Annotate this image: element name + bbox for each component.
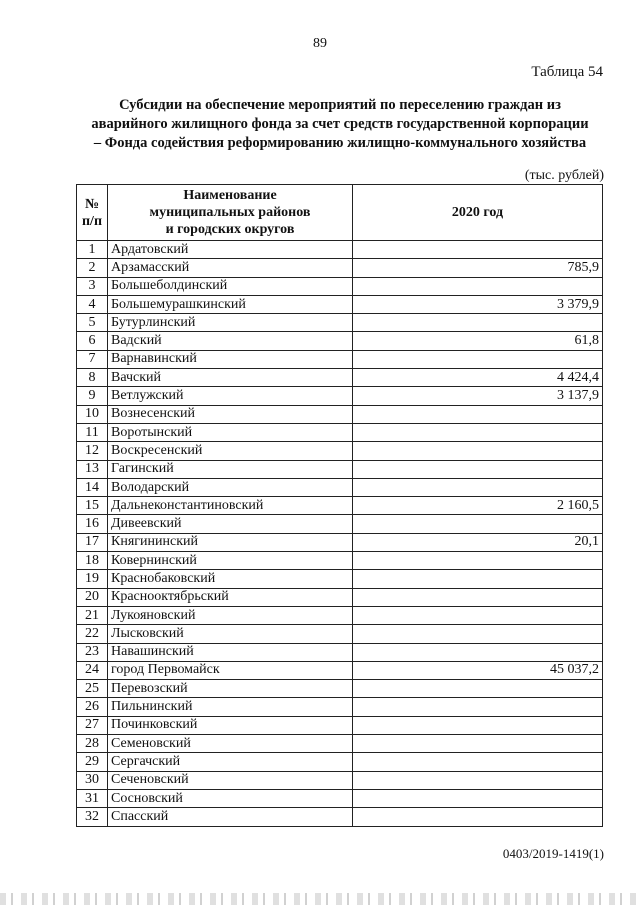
table-header-row — [77, 185, 603, 241]
table-row — [77, 533, 603, 551]
row-number: 9 — [77, 387, 108, 405]
subsidy-value: 20,1 — [353, 533, 603, 551]
row-number: 13 — [77, 460, 108, 478]
subsidy-value — [353, 515, 603, 533]
district-name: Ветлужский — [108, 387, 353, 405]
subsidy-value: 785,9 — [353, 259, 603, 277]
row-number: 22 — [77, 625, 108, 643]
district-name: Вачский — [108, 369, 353, 387]
table-row — [77, 405, 603, 423]
subsidy-value — [353, 698, 603, 716]
district-name: город Первомайск — [108, 661, 353, 679]
units-label: (тыс. рублей) — [524, 168, 604, 183]
district-name: Володарский — [108, 478, 353, 496]
subsidy-value — [353, 808, 603, 826]
district-name: Спасский — [108, 808, 353, 826]
district-name: Пильнинский — [108, 698, 353, 716]
district-name: Большеболдинский — [108, 277, 353, 295]
table-row — [77, 350, 603, 368]
table-row — [77, 789, 603, 807]
subsidy-value — [353, 460, 603, 478]
subsidy-value — [353, 625, 603, 643]
district-name: Сосновский — [108, 789, 353, 807]
row-number: 14 — [77, 478, 108, 496]
row-number: 5 — [77, 314, 108, 332]
subsidy-value — [353, 716, 603, 734]
subsidy-value — [353, 405, 603, 423]
subsidy-value: 3 379,9 — [353, 295, 603, 313]
subsidy-value — [353, 423, 603, 441]
table-row — [77, 698, 603, 716]
table-row — [77, 277, 603, 295]
district-name: Гагинский — [108, 460, 353, 478]
row-number: 1 — [77, 241, 108, 259]
table-row — [77, 460, 603, 478]
table-row — [77, 497, 603, 515]
document-code: 0403/2019-1419(1) — [502, 846, 604, 861]
district-name: Семеновский — [108, 735, 353, 753]
district-name: Вознесенский — [108, 405, 353, 423]
row-number: 32 — [77, 808, 108, 826]
table-row — [77, 314, 603, 332]
row-number: 12 — [77, 442, 108, 460]
subsidy-value: 61,8 — [353, 332, 603, 350]
subsidies-table — [76, 184, 603, 827]
table-row — [77, 735, 603, 753]
row-number: 17 — [77, 533, 108, 551]
header-number — [77, 185, 108, 241]
row-number: 10 — [77, 405, 108, 423]
row-number: 24 — [77, 661, 108, 679]
title-line: аварийного жилищного фонда за счет средств государственной корпорации — [91, 116, 589, 132]
table-row — [77, 625, 603, 643]
row-number: 27 — [77, 716, 108, 734]
district-name: Дивеевский — [108, 515, 353, 533]
district-name: Большемурашкинский — [108, 295, 353, 313]
table-row — [77, 680, 603, 698]
subsidy-value — [353, 643, 603, 661]
table-row — [77, 241, 603, 259]
row-number: 4 — [77, 295, 108, 313]
subsidy-value — [353, 735, 603, 753]
row-number: 7 — [77, 350, 108, 368]
row-number: 26 — [77, 698, 108, 716]
title-line: – Фонда содействия реформированию жилищно-коммунального хозяйства — [93, 135, 587, 151]
district-name: Дальнеконстантиновский — [108, 497, 353, 515]
district-name: Варнавинский — [108, 350, 353, 368]
subsidy-value: 4 424,4 — [353, 369, 603, 387]
row-number: 8 — [77, 369, 108, 387]
header-year: 2020 год — [353, 185, 603, 241]
row-number: 30 — [77, 771, 108, 789]
subsidy-value — [353, 277, 603, 295]
header-name-line: Наименование — [183, 188, 277, 203]
header-name-line: муниципальных районов — [149, 205, 311, 220]
table-body — [77, 241, 603, 827]
row-number: 20 — [77, 588, 108, 606]
table-row — [77, 442, 603, 460]
subsidy-value — [353, 350, 603, 368]
row-number: 6 — [77, 332, 108, 350]
subsidy-value — [353, 588, 603, 606]
table-row — [77, 478, 603, 496]
table-row — [77, 753, 603, 771]
district-name: Лысковский — [108, 625, 353, 643]
table-row — [77, 643, 603, 661]
district-name: Вадский — [108, 332, 353, 350]
subsidy-value — [353, 241, 603, 259]
page-number: 89 — [313, 36, 327, 51]
table-row — [77, 606, 603, 624]
subsidy-value — [353, 753, 603, 771]
row-number: 11 — [77, 423, 108, 441]
district-name: Ардатовский — [108, 241, 353, 259]
row-number: 2 — [77, 259, 108, 277]
table-row — [77, 771, 603, 789]
table-row — [77, 716, 603, 734]
table-row — [77, 808, 603, 826]
table-row — [77, 588, 603, 606]
header-name — [108, 185, 353, 241]
subsidy-value: 2 160,5 — [353, 497, 603, 515]
district-name: Краснооктябрьский — [108, 588, 353, 606]
table-row — [77, 515, 603, 533]
row-number: 3 — [77, 277, 108, 295]
row-number: 29 — [77, 753, 108, 771]
table-row — [77, 332, 603, 350]
district-name: Воскресенский — [108, 442, 353, 460]
row-number: 16 — [77, 515, 108, 533]
district-name: Навашинский — [108, 643, 353, 661]
subsidy-value: 45 037,2 — [353, 661, 603, 679]
row-number: 21 — [77, 606, 108, 624]
row-number: 19 — [77, 570, 108, 588]
row-number: 18 — [77, 552, 108, 570]
subsidy-value — [353, 771, 603, 789]
district-name: Ковернинский — [108, 552, 353, 570]
subsidy-value — [353, 680, 603, 698]
subsidy-value — [353, 570, 603, 588]
header-name-line: и городских округов — [165, 222, 295, 237]
row-number: 31 — [77, 789, 108, 807]
header-number-line: п/п — [81, 213, 103, 229]
subsidy-value — [353, 314, 603, 332]
district-name: Краснобаковский — [108, 570, 353, 588]
header-number-line: № — [84, 196, 100, 212]
district-name: Лукояновский — [108, 606, 353, 624]
district-name: Сергачский — [108, 753, 353, 771]
row-number: 23 — [77, 643, 108, 661]
table-row — [77, 295, 603, 313]
subsidy-value — [353, 442, 603, 460]
document-title — [60, 96, 620, 153]
table-row — [77, 661, 603, 679]
table-row — [77, 552, 603, 570]
row-number: 28 — [77, 735, 108, 753]
subsidy-value: 3 137,9 — [353, 387, 603, 405]
row-number: 15 — [77, 497, 108, 515]
district-name: Перевозский — [108, 680, 353, 698]
table-row — [77, 423, 603, 441]
subsidy-value — [353, 552, 603, 570]
district-name: Воротынский — [108, 423, 353, 441]
table-row — [77, 259, 603, 277]
table-row — [77, 387, 603, 405]
district-name: Княгининский — [108, 533, 353, 551]
subsidy-value — [353, 478, 603, 496]
table-row — [77, 369, 603, 387]
scan-artifact — [0, 893, 640, 905]
table-label: Таблица 54 — [531, 64, 603, 80]
title-line: Субсидии на обеспечение мероприятий по переселению граждан из — [119, 97, 561, 113]
table-row — [77, 570, 603, 588]
district-name: Починковский — [108, 716, 353, 734]
subsidy-value — [353, 789, 603, 807]
row-number: 25 — [77, 680, 108, 698]
district-name: Сеченовский — [108, 771, 353, 789]
district-name: Арзамасский — [108, 259, 353, 277]
subsidy-value — [353, 606, 603, 624]
district-name: Бутурлинский — [108, 314, 353, 332]
